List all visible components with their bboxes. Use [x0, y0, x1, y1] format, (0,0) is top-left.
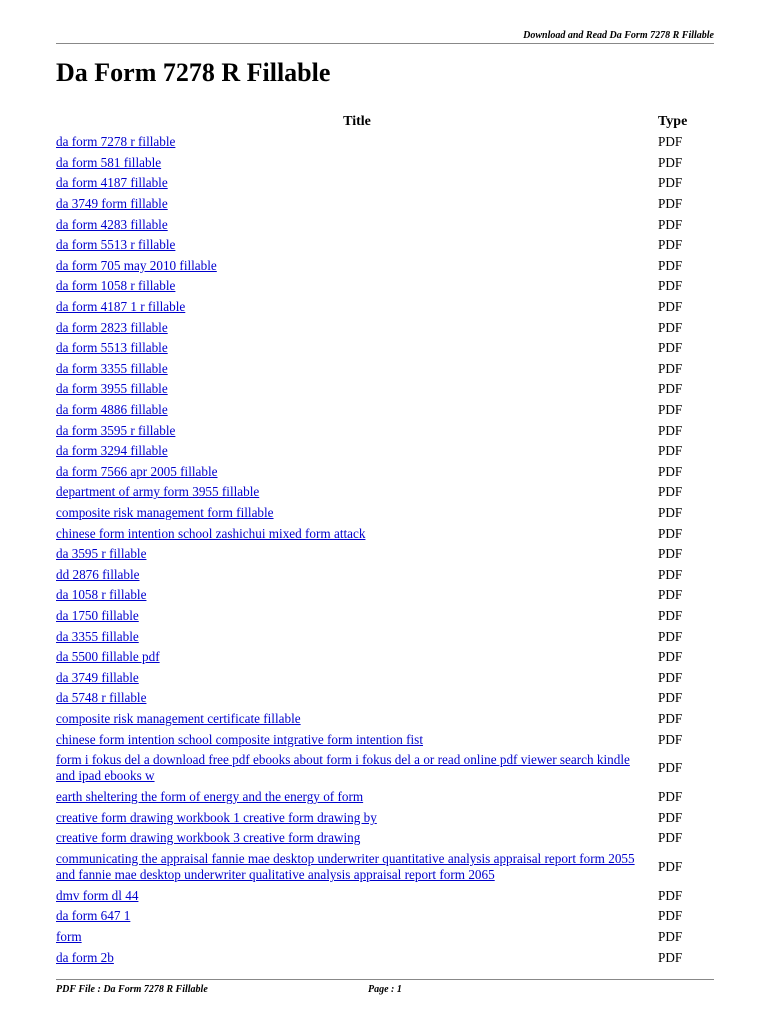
type-cell: PDF — [658, 607, 683, 623]
title-link[interactable]: da form 5513 r fillable — [56, 237, 176, 253]
title-link[interactable]: da 1058 r fillable — [56, 587, 147, 603]
type-cell: PDF — [658, 929, 683, 945]
type-cell: PDF — [658, 443, 683, 459]
table-row — [56, 173, 714, 194]
title-link[interactable]: da 5500 fillable pdf — [56, 649, 160, 665]
table-row — [56, 297, 714, 318]
type-cell: PDF — [658, 463, 683, 479]
title-link[interactable]: da form 4886 fillable — [56, 402, 168, 418]
title-link[interactable]: da 3595 r fillable — [56, 546, 147, 562]
table-row — [56, 849, 714, 886]
type-cell: PDF — [658, 809, 683, 825]
type-cell: PDF — [658, 587, 683, 603]
title-link[interactable]: da form 3955 fillable — [56, 381, 168, 397]
type-cell: PDF — [658, 949, 683, 965]
title-link[interactable]: form — [56, 929, 82, 945]
title-link[interactable]: communicating the appraisal fannie mae desktop underwriter quantitative analysis appraisal report form 2055 and fannie mae desktop underwriter qualitative analysis appraisal report form 2065 — [56, 851, 635, 883]
title-link[interactable]: da form 4283 fillable — [56, 216, 168, 232]
title-link[interactable]: da form 647 1 — [56, 908, 131, 924]
title-link[interactable]: da 3749 form fillable — [56, 196, 168, 212]
table-row — [56, 523, 714, 544]
table-row — [56, 585, 714, 606]
type-cell: PDF — [658, 381, 683, 397]
running-header: Download and Read Da Form 7278 R Fillable — [523, 30, 714, 41]
type-cell: PDF — [658, 154, 683, 170]
type-cell: PDF — [658, 710, 683, 726]
column-header-type: Type — [658, 114, 688, 129]
table-row — [56, 132, 714, 153]
table-row — [56, 947, 714, 968]
title-link[interactable]: da form 2b — [56, 949, 114, 965]
type-cell: PDF — [658, 484, 683, 500]
type-cell: PDF — [658, 319, 683, 335]
table-row — [56, 194, 714, 215]
table-row — [56, 807, 714, 828]
table-row — [56, 214, 714, 235]
title-link[interactable]: da form 3355 fillable — [56, 360, 168, 376]
table-row — [56, 647, 714, 668]
title-link[interactable]: department of army form 3955 fillable — [56, 484, 260, 500]
table-row — [56, 317, 714, 338]
title-link[interactable]: da 3749 fillable — [56, 669, 139, 685]
title-link[interactable]: da 5748 r fillable — [56, 690, 147, 706]
table-row — [56, 400, 714, 421]
title-link[interactable]: form i fokus del a download free pdf ebooks about form i fokus del a or read online pdf viewer search kindle and ipad ebooks w — [56, 752, 630, 784]
title-link[interactable]: dmv form dl 44 — [56, 887, 139, 903]
title-link[interactable]: da form 4187 1 r fillable — [56, 299, 186, 315]
table-row — [56, 359, 714, 380]
table-row — [56, 235, 714, 256]
document-table — [56, 112, 714, 968]
type-cell: PDF — [658, 422, 683, 438]
title-link[interactable]: dd 2876 fillable — [56, 566, 140, 582]
type-cell: PDF — [658, 278, 683, 294]
table-row — [56, 503, 714, 524]
table-row — [56, 688, 714, 709]
table-row — [56, 544, 714, 565]
type-cell: PDF — [658, 830, 683, 846]
type-cell: PDF — [658, 196, 683, 212]
type-cell: PDF — [658, 649, 683, 665]
table-row — [56, 276, 714, 297]
table-row — [56, 153, 714, 174]
table-row — [56, 729, 714, 750]
type-cell: PDF — [658, 760, 683, 776]
type-cell: PDF — [658, 859, 683, 875]
footer-page-number: Page : 1 — [368, 984, 402, 995]
table-row — [56, 927, 714, 948]
type-cell: PDF — [658, 908, 683, 924]
title-link[interactable]: da form 1058 r fillable — [56, 278, 176, 294]
table-row — [56, 886, 714, 907]
type-cell: PDF — [658, 402, 683, 418]
header-divider — [56, 43, 714, 44]
title-link[interactable]: da form 7278 r fillable — [56, 134, 176, 150]
type-cell: PDF — [658, 299, 683, 315]
table-row — [56, 564, 714, 585]
title-link[interactable]: da 3355 fillable — [56, 628, 139, 644]
type-cell: PDF — [658, 887, 683, 903]
table-row — [56, 906, 714, 927]
footer-file-label: PDF File : Da Form 7278 R Fillable — [56, 984, 208, 995]
title-link[interactable]: da form 3294 fillable — [56, 443, 168, 459]
table-header — [56, 112, 714, 132]
table-row — [56, 606, 714, 627]
table-row — [56, 379, 714, 400]
type-cell: PDF — [658, 504, 683, 520]
title-link[interactable]: earth sheltering the form of energy and the energy of form — [56, 789, 364, 805]
type-cell: PDF — [658, 237, 683, 253]
table-row — [56, 462, 714, 483]
type-cell: PDF — [658, 669, 683, 685]
title-link[interactable]: da form 2823 fillable — [56, 319, 168, 335]
title-link[interactable]: composite risk management certificate fillable — [56, 710, 301, 726]
table-row — [56, 420, 714, 441]
title-link[interactable]: da form 4187 fillable — [56, 175, 168, 191]
type-cell: PDF — [658, 340, 683, 356]
title-link[interactable]: da form 3595 r fillable — [56, 422, 176, 438]
column-header-title: Title — [343, 114, 371, 129]
type-cell: PDF — [658, 789, 683, 805]
title-link[interactable]: da form 7566 apr 2005 fillable — [56, 463, 218, 479]
title-link[interactable]: da form 5513 fillable — [56, 340, 168, 356]
title-link[interactable]: chinese form intention school zashichui mixed form attack — [56, 525, 366, 541]
footer-divider — [56, 979, 714, 980]
title-link[interactable]: creative form drawing workbook 3 creative form drawing — [56, 830, 361, 846]
type-cell: PDF — [658, 690, 683, 706]
type-cell: PDF — [658, 216, 683, 232]
title-link[interactable]: da form 705 may 2010 fillable — [56, 257, 217, 273]
table-row — [56, 787, 714, 808]
type-cell: PDF — [658, 628, 683, 644]
table-row — [56, 441, 714, 462]
type-cell: PDF — [658, 525, 683, 541]
table-row — [56, 626, 714, 647]
title-link[interactable]: da 1750 fillable — [56, 607, 139, 623]
title-link[interactable]: composite risk management form fillable — [56, 504, 274, 520]
type-cell: PDF — [658, 175, 683, 191]
type-cell: PDF — [658, 731, 683, 747]
table-row — [56, 482, 714, 503]
table-row — [56, 667, 714, 688]
title-link[interactable]: da form 581 fillable — [56, 154, 162, 170]
table-row — [56, 709, 714, 730]
type-cell: PDF — [658, 134, 683, 150]
type-cell: PDF — [658, 546, 683, 562]
type-cell: PDF — [658, 360, 683, 376]
page-title: Da Form 7278 R Fillable — [56, 58, 331, 87]
table-row — [56, 338, 714, 359]
table-row — [56, 828, 714, 849]
title-link[interactable]: creative form drawing workbook 1 creative form drawing by — [56, 809, 377, 825]
type-cell: PDF — [658, 257, 683, 273]
table-body — [56, 132, 714, 968]
title-link[interactable]: chinese form intention school composite intgrative form intention fist — [56, 731, 423, 747]
table-row — [56, 256, 714, 277]
table-row — [56, 750, 714, 787]
type-cell: PDF — [658, 566, 683, 582]
